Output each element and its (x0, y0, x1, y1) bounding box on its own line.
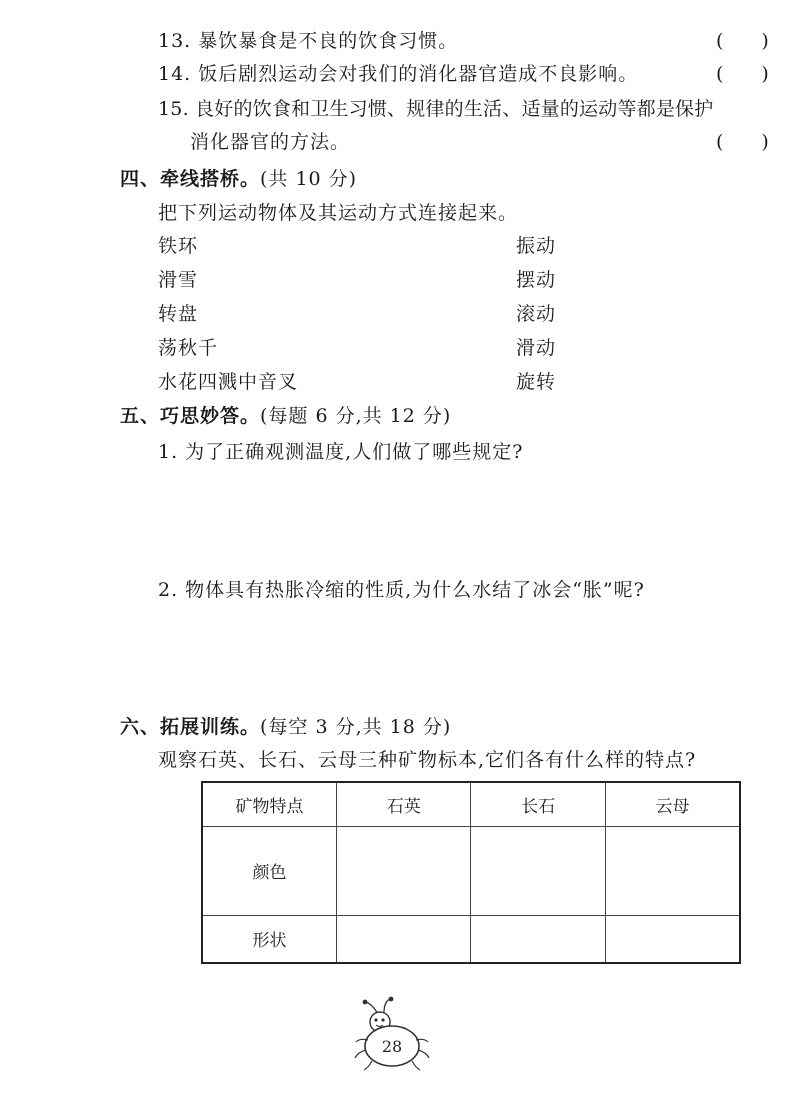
section5-heading (120, 404, 451, 428)
answer-cell[interactable] (337, 826, 471, 915)
motion-item[interactable]: 摆动 (516, 269, 557, 291)
section5-question-1: 1. 为了正确观测温度,人们做了哪些规定? (158, 441, 524, 463)
section5-question-2: 2. 物体具有热胀冷缩的性质,为什么水结了冰会“胀”呢? (158, 579, 645, 601)
section6-points: (每空 3 分,共 18 分) (260, 716, 452, 738)
answer-cell[interactable] (605, 826, 740, 915)
page-number: 28 (381, 1037, 403, 1056)
section6-heading (120, 715, 451, 739)
motion-item[interactable]: 滑动 (516, 337, 557, 359)
section4-heading (120, 167, 357, 191)
object-item[interactable]: 滑雪 (158, 269, 199, 291)
section4-points: (共 10 分) (260, 168, 358, 190)
item-13-answer-paren[interactable]: ( ) (716, 30, 769, 52)
motion-item[interactable]: 振动 (516, 235, 557, 257)
mineral-table (201, 781, 741, 964)
table-header-row (202, 782, 740, 826)
object-item[interactable]: 铁环 (158, 235, 199, 257)
item-15-answer-paren[interactable]: ( ) (716, 131, 769, 153)
table-row-shape (202, 915, 740, 963)
table-header-cell: 云母 (605, 782, 740, 826)
section5-title: 五、巧思妙答。 (120, 405, 261, 427)
item-14-answer-paren[interactable]: ( ) (716, 63, 769, 85)
motion-item[interactable]: 滚动 (516, 303, 557, 325)
item-15-text-line2: 消化器官的方法。 (190, 131, 351, 153)
section4-instruction: 把下列运动物体及其运动方式连接起来。 (158, 202, 519, 224)
page-footer (342, 996, 442, 1076)
item-14-text: 14. 饭后剧烈运动会对我们的消化器官造成不良影响。 (158, 63, 639, 85)
row-label-shape: 形状 (202, 915, 337, 963)
motion-item[interactable]: 旋转 (516, 371, 557, 393)
object-item[interactable]: 水花四溅中音叉 (158, 371, 299, 393)
object-item[interactable]: 转盘 (158, 303, 199, 325)
ladybug-icon (342, 996, 442, 1076)
item-15-text-line1: 15. 良好的饮食和卫生习惯、规律的生活、适量的运动等都是保护 (158, 98, 714, 120)
row-label-color: 颜色 (202, 826, 337, 915)
answer-cell[interactable] (605, 915, 740, 963)
section4-title: 四、牵线搭桥。 (120, 168, 261, 190)
object-item[interactable]: 荡秋千 (158, 337, 219, 359)
answer-cell[interactable] (337, 915, 471, 963)
table-row-color (202, 826, 740, 915)
section5-points: (每题 6 分,共 12 分) (260, 405, 452, 427)
table-header-cell: 石英 (337, 782, 471, 826)
table-header-cell: 长石 (471, 782, 605, 826)
section6-instruction: 观察石英、长石、云母三种矿物标本,它们各有什么样的特点? (158, 749, 697, 771)
item-13-text: 13. 暴饮暴食是不良的饮食习惯。 (158, 30, 459, 52)
table-header-cell: 矿物特点 (202, 782, 337, 826)
section6-title: 六、拓展训练。 (120, 716, 261, 738)
answer-cell[interactable] (471, 915, 605, 963)
answer-cell[interactable] (471, 826, 605, 915)
